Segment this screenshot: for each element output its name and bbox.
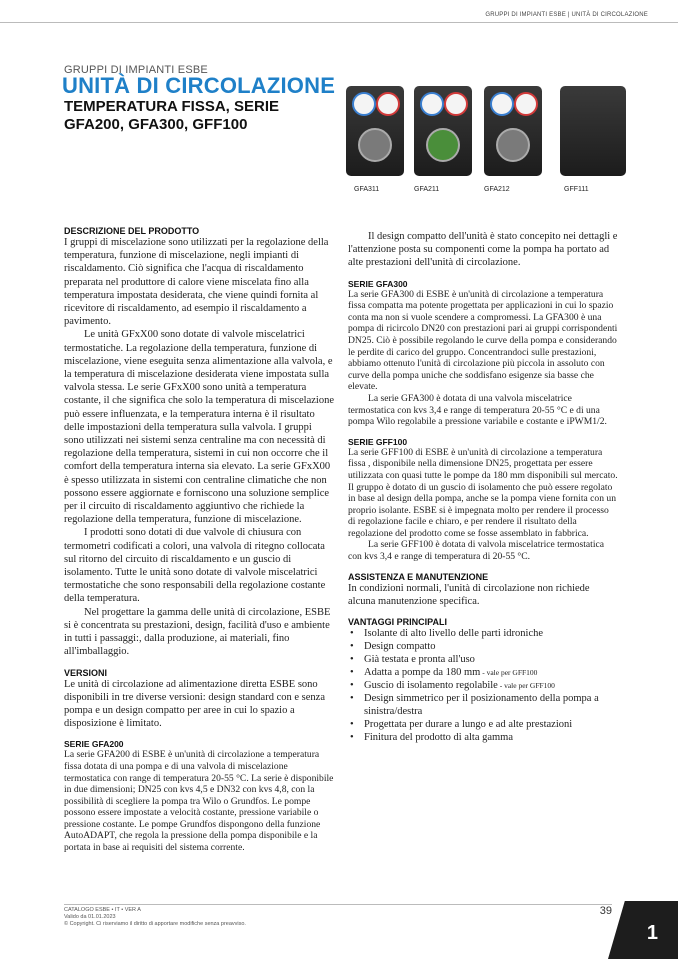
paragraph: I prodotti sono dotati di due valvole di chiusura con termometri codificati a colori, una valvola di ritegno collocata sul ritorno del circuito di riscaldamento e un guscio di isolamento. Tutte le unità sono dotate di valvole miscelatrici termostatiche che sono responsabili della regolazione costante della temperatura. xyxy=(64,527,326,605)
heading-versioni: VERSIONI xyxy=(64,667,108,678)
paragraph: Il design compatto dell'unità è stato concepito nei dettagli e l'attenzione posta su componenti come la pompa ha portato ad alte prestazioni dell'unità di circolazione. xyxy=(348,231,618,269)
paragraph: Nel progettare la gamma delle unità di circolazione, ESBE si è concentrata su prestazioni, design, facilità d'uso e ambiente in tutti i passaggi:, dalla produzione, ai materiali, fino all'imballaggio. xyxy=(64,606,331,658)
footer-validity: Valido da 01.01.2023 xyxy=(64,914,116,920)
section-kicker: GRUPPI DI IMPIANTI ESBE xyxy=(64,64,208,76)
footer-info xyxy=(64,907,246,928)
paragraph: Le unità GFxX00 sono dotate di valvole miscelatrici termostatiche. La regolazione della temperatura, funzione di miscelazione, viene eseguita senza alimentazione alla valvola, e la temperatura di miscelazione desiderata viene impostata sulla valvola stessa. Le serie GFxX00 sono unità a temperatura costante, il che significa che solo la temperatura di miscelazione può essere influenzata, e la temperatura interna è il risultato delle impostazioni della temperatura sulla valvola. I gruppi sono utilizzati nei sistemi senza centraline ma con necessità di regolazione della temperatura, sistemi in cui non occorre che il comfort della temperatura interna sia elevato. La serie GFxX00 è spesso utilizzata in sistemi con centraline climatiche che non possono essere aggiornate e forniscono una soluzione semplice per il circuito di riscaldamento aggiuntivo che richiede la regolazione della temperatura, funzione di miscelazione. xyxy=(64,329,334,526)
product-image-gfa211 xyxy=(414,80,472,178)
chapter-tab xyxy=(608,901,678,959)
advantages-list xyxy=(348,627,618,744)
product-label: GFF111 xyxy=(564,186,589,193)
heading-serie-gff100: SERIE GFF100 xyxy=(348,436,408,447)
heading-descrizione: DESCRIZIONE DEL PRODOTTO xyxy=(64,226,200,236)
paragraph: Le unità di circolazione ad alimentazione diretta ESBE sono disponibili in tre diverse versioni: design standard con e senza pompa e un design compatto per aree in cui lo spazio a disposizione è limitato. xyxy=(64,678,325,730)
header-divider xyxy=(0,22,678,23)
paragraph: La serie GFF100 è dotata di valvola miscelatrice termostatica con kvs 3,4 e range di temperatura di 20-55 °C. xyxy=(348,539,605,563)
right-column xyxy=(348,230,618,744)
heading-serie-gfa300: SERIE GFA300 xyxy=(348,278,408,289)
product-image-gfa311 xyxy=(346,80,404,178)
list-item: • Isolante di alto livello delle parti idroniche xyxy=(348,627,618,640)
chapter-number: 1 xyxy=(646,922,658,944)
left-column xyxy=(64,226,334,854)
list-item: • Design compatto xyxy=(348,640,618,653)
heading-vantaggi: VANTAGGI PRINCIPALI xyxy=(348,617,447,628)
running-header: GRUPPI DI IMPIANTI ESBE | UNITÀ DI CIRCOLAZIONE xyxy=(485,12,648,18)
list-item: • Già testata e pronta all'uso xyxy=(348,653,618,666)
footer-divider xyxy=(64,904,612,905)
list-item: • Progettata per durare a lungo e ad alte prestazioni xyxy=(348,718,618,731)
footer-copyright: © Copyright. Ci riserviamo il diritto di apportare modifiche senza preavviso. xyxy=(64,921,246,927)
paragraph: I gruppi di miscelazione sono utilizzati per la regolazione della temperatura, funzione di miscelazione, negli impianti di riscaldamento. Ciò significa che l'acqua di riscaldamento preparata nel produttore di calore viene miscelata fino alla temperatura impostata desiderata, che viene quindi fornita al ricevitore di riscaldamento, ad esempio il riscaldamento a pavimento. xyxy=(64,237,329,328)
product-image-gff111 xyxy=(560,80,626,178)
paragraph: La serie GFA300 è dotata di una valvola miscelatrice termostatica con kvs 3,4 e range di temperatura 20-55 °C e di una pompa Wilo regolabile a pressione variabile e costante e iPWM1/2. xyxy=(348,392,607,428)
product-label: GFA212 xyxy=(484,186,510,193)
product-label: GFA311 xyxy=(354,186,380,193)
list-item: • Design simmetrico per il posizionamento della pompa a sinistra/destra xyxy=(348,692,618,718)
list-item: • Adatta a pompe da 180 mm - vale per GFF100 xyxy=(348,666,618,679)
list-item: • Guscio di isolamento regolabile - vale per GFF100 xyxy=(348,679,618,692)
product-label: GFA211 xyxy=(414,186,440,193)
paragraph: La serie GFF100 di ESBE è un'unità di circolazione a temperatura fissa , disponibile nella dimensione DN25, progettata per essere utilizzata con quasi tutte le pompe da 180 mm disponibili sul mercato. Il gruppo è dotato di un guscio di isolamento che può essere regolato in base al design della pompa, anche se la pompa viene fornita con un proprio isolante. ESBE si è impegnata molto per rendere il processo di regolazione facile e chiaro, e per rendere il risultato della regolazione del prodotto come se fosse assemblato in fabbrica. xyxy=(348,446,618,539)
page-number: 39 xyxy=(599,905,612,917)
paragraph: In condizioni normali, l'unità di circolazione non richiede alcuna manutenzione specifica. xyxy=(348,582,590,607)
product-image-gfa212 xyxy=(484,80,542,178)
page-title: UNITÀ DI CIRCOLAZIONE xyxy=(62,73,336,98)
paragraph: La serie GFA300 di ESBE è un'unità di circolazione a temperatura fissa compatta ma potente progettata per applicazioni in cui lo spazio conta ma non si vuole scendere a compromessi. La GFA300 è una pompa di ricircolo DN20 con prestazioni pari ai gruppi corrispondenti DN25. Ciò è possibile regolando le curve della pompa e considerando le perdite di carico del gruppo. Concentrandoci sulle prestazioni, abbiamo ottenuto l'unità di circolazione più piccola in assoluto con curve della pompa uniche che soddisfano esigenze sia basse che elevate. xyxy=(348,288,618,393)
heading-assistenza: ASSISTENZA E MANUTENZIONE xyxy=(348,571,489,582)
heading-serie-gfa200: SERIE GFA200 xyxy=(64,739,124,750)
list-item: • Finitura del prodotto di alta gamma xyxy=(348,731,618,744)
page-subtitle: TEMPERATURA FISSA, SERIE GFA200, GFA300, GFF100 xyxy=(64,98,280,133)
paragraph: La serie GFA200 di ESBE è un'unità di circolazione a temperatura fissa dotata di una pompa e di una valvola di miscelazione termostatica con range di temperatura 20-55 °C. La serie è disponibile in due dimensioni; DN25 con kvs 4,5 e DN32 con kvs 4,8, con la possibilità di scegliere la pompa tra Wilo o Grundfos. Le pompe possono essere impostate a velocità costante, pressione variabile o pressione costante. Le pompe Grundfos dispongono della funzione AutoADAPT, che regola la pressione della pompa disponibile e la portata in base ai requisiti del sistema corrente. xyxy=(64,749,334,854)
footer-catalog: CATALOGO ESBE • IT • VER A xyxy=(64,907,141,913)
product-photos xyxy=(346,80,642,200)
